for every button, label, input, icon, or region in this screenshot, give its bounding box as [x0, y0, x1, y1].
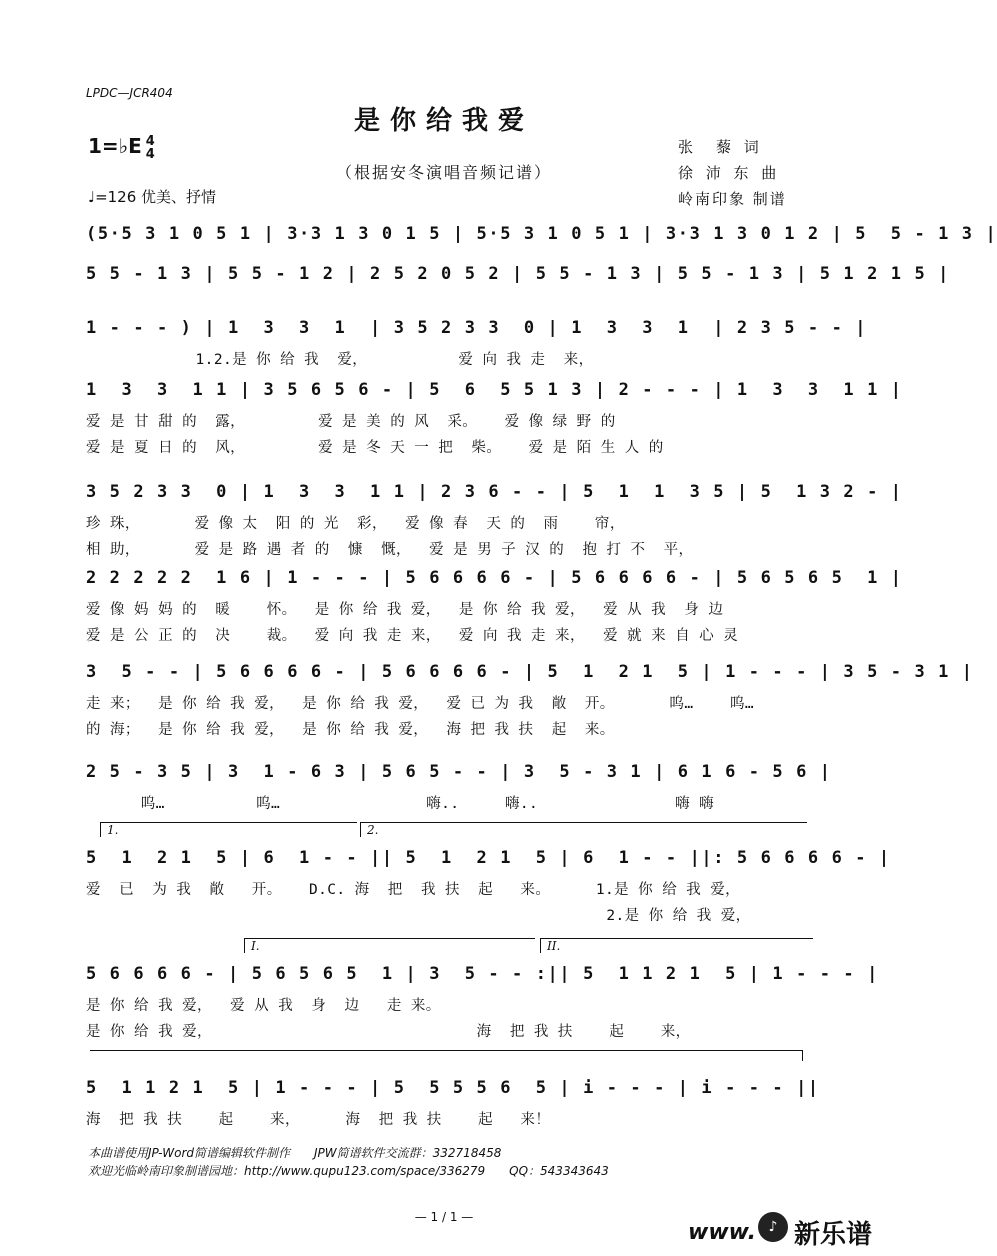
volta-bracket-1: 1.	[100, 822, 357, 837]
brand-logo-icon: ♪	[758, 1212, 788, 1242]
composer-credit: 徐 沛 东 曲	[678, 164, 781, 182]
key-label: 1=♭E	[88, 134, 142, 158]
final-line-bracket	[90, 1050, 803, 1061]
score-code: LPDC—JCR404	[86, 86, 173, 100]
lyrics-row-6-verse-1: 爱 像 妈 妈 的 暖 怀。 是 你 给 我 爱， 是 你 给 我 爱， 爱 从 我 身 边	[86, 602, 724, 618]
lyrics-row-7-verse-1: 走 来； 是 你 给 我 爱， 是 你 给 我 爱， 爱 已 为 我 敞 开。 呜… 呜…	[86, 696, 755, 712]
notes-row-5: 3 5 2 3 3 0 | 1 3 3 1 1 | 2 3 6 - - | 5 1 1 3 5 | 5 1 3 2 - |	[86, 482, 903, 502]
arranger-credit: 岭南印象 制谱	[678, 190, 787, 208]
notes-row-9: 5 1 2 1 5 | 6 1 - - || 5 1 2 1 5 | 6 1 - - ||: 5 6 6 6 6 - |	[86, 848, 891, 868]
lyrics-row-11-verse-1: 海 把 我 扶 起 来， 海 把 我 扶 起 来！	[86, 1112, 551, 1128]
lyrics-row-10-verse-1: 是 你 给 我 爱， 爱 从 我 身 边 走 来。	[86, 998, 441, 1014]
meter-bottom: 4	[145, 146, 155, 162]
notes-row-8: 2 5 - 3 5 | 3 1 - 6 3 | 5 6 5 - - | 3 5 - 3 1 | 6 1 6 - 5 6 |	[86, 762, 832, 782]
lyrics-row-3-verse-1: 1.2.是 你 给 我 爱， 爱 向 我 走 来，	[86, 352, 594, 368]
notes-row-11: 5 1 1 2 1 5 | 1 - - - | 5 5 5 5 6 5 | i - - - | i - - - ||	[86, 1078, 820, 1098]
lyrics-row-4-verse-1: 爱 是 甘 甜 的 露， 爱 是 美 的 风 采。 爱 像 绿 野 的	[86, 414, 616, 430]
notes-row-2: 5 5 - 1 3 | 5 5 - 1 2 | 2 5 2 0 5 2 | 5 5 - 1 3 | 5 5 - 1 3 | 5 1 2 1 5 |	[86, 264, 950, 284]
lyrics-row-5-verse-2: 相 助， 爱 是 路 遇 者 的 慷 慨， 爱 是 男 子 汉 的 抱 打 不 平，	[86, 542, 694, 558]
site-watermark: www.	[688, 1220, 756, 1245]
footer-software: 本曲谱使用JP-Word简谱编辑软件制作 JPW简谱软件交流群：332718458	[88, 1146, 502, 1160]
lyrics-row-9-verse-1: 爱 已 为 我 敞 开。 D.C. 海 把 我 扶 起 来。 1.是 你 给 我 爱，	[86, 882, 741, 898]
notes-row-10: 5 6 6 6 6 - | 5 6 5 6 5 1 | 3 5 - - :|| 5 1 1 2 1 5 | 1 - - - |	[86, 964, 879, 984]
brand-name: 新乐谱	[794, 1220, 873, 1250]
lyrics-row-9-verse-2: 2.是 你 给 我 爱，	[86, 908, 751, 924]
notes-row-4: 1 3 3 1 1 | 3 5 6 5 6 - | 5 6 5 5 1 3 | 2 - - - | 1 3 3 1 1 |	[86, 380, 903, 400]
notes-row-1: (5·5 3 1 0 5 1 | 3·3 1 3 0 1 5 | 5·5 3 1 0 5 1 | 3·3 1 3 0 1 2 | 5 5 - 1 3 |	[86, 224, 997, 244]
volta-bracket-3: I.	[244, 938, 535, 953]
lyrics-row-6-verse-2: 爱 是 公 正 的 决 裁。 爱 向 我 走 来， 爱 向 我 走 来， 爱 就 来 自 心 灵	[86, 628, 739, 644]
lyrics-row-4-verse-2: 爱 是 夏 日 的 风， 爱 是 冬 天 一 把 柴。 爱 是 陌 生 人 的	[86, 440, 664, 456]
notes-row-6: 2 2 2 2 2 1 6 | 1 - - - | 5 6 6 6 6 - | 5 6 6 6 6 - | 5 6 5 6 5 1 |	[86, 568, 903, 588]
lyrics-row-7-verse-2: 的 海； 是 你 给 我 爱， 是 你 给 我 爱， 海 把 我 扶 起 来。	[86, 722, 615, 738]
volta-bracket-4: II.	[540, 938, 813, 953]
page-number: — 1 / 1 —	[414, 1210, 474, 1224]
lyrics-row-8-verse-1: 呜… 呜… 嗨.. 嗨.. 嗨 嗨	[86, 796, 715, 812]
page-title: 是你给我爱	[353, 106, 534, 136]
lyrics-row-5-verse-1: 珍 珠， 爱 像 太 阳 的 光 彩， 爱 像 春 天 的 雨 帘，	[86, 516, 625, 532]
lyricist-credit: 张 藜 词	[678, 138, 763, 156]
lyrics-row-10-verse-2: 是 你 给 我 爱， 海 把 我 扶 起 来，	[86, 1024, 691, 1040]
meter-top: 4	[145, 133, 155, 149]
volta-bracket-2: 2.	[360, 822, 807, 837]
notes-row-3: 1 - - - ) | 1 3 3 1 | 3 5 2 3 3 0 | 1 3 3 1 | 2 3 5 - - |	[86, 318, 868, 338]
notes-row-7: 3 5 - - | 5 6 6 6 6 - | 5 6 6 6 6 - | 5 1 2 1 5 | 1 - - - | 3 5 - 3 1 |	[86, 662, 974, 682]
tempo-marking: ♩=126 优美、抒情	[88, 188, 217, 206]
footer-website: 欢迎光临岭南印象制谱园地：http://www.qupu123.com/space/336279 QQ：543343643	[88, 1164, 609, 1178]
subtitle: （根据安冬演唱音频记谱）	[335, 163, 552, 182]
